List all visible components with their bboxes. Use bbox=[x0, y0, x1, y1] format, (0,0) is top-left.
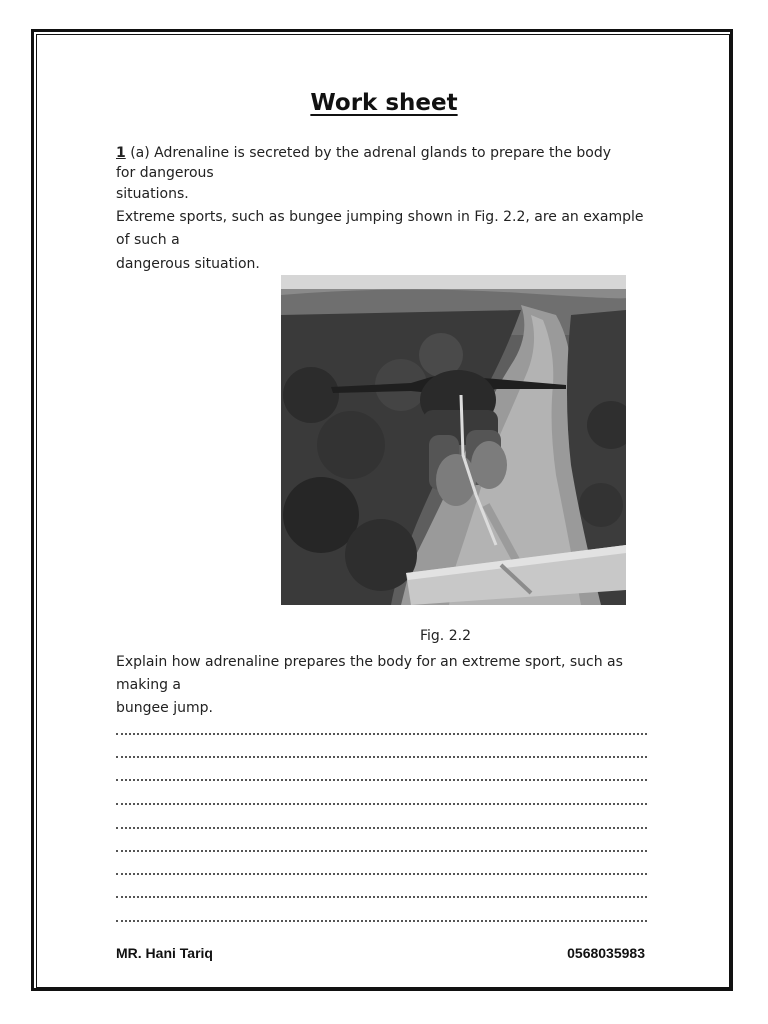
question-line-1 bbox=[116, 143, 656, 163]
answer-line[interactable] bbox=[116, 861, 647, 875]
question-line-4: Extreme sports, such as bungee jumping shown in Fig. 2.2, are an example bbox=[116, 209, 644, 225]
worksheet-title: Work sheet bbox=[310, 90, 458, 116]
answer-line[interactable] bbox=[116, 838, 647, 852]
prompt-line-1: Explain how adrenaline prepares the body for an extreme sport, such as bbox=[116, 654, 623, 670]
question-text-1: (a) Adrenaline is secreted by the adrenal glands to prepare the body bbox=[125, 145, 612, 161]
answer-line[interactable] bbox=[116, 744, 647, 758]
answer-line[interactable] bbox=[116, 721, 647, 735]
teacher-name: MR. Hani Tariq bbox=[116, 945, 213, 961]
answer-line[interactable] bbox=[116, 815, 647, 829]
prompt-line-3: bungee jump. bbox=[116, 700, 213, 716]
question-line-6: dangerous situation. bbox=[116, 256, 260, 272]
answer-line[interactable] bbox=[116, 791, 647, 805]
question-line-5: of such a bbox=[116, 232, 180, 248]
answer-line[interactable] bbox=[116, 767, 647, 781]
prompt-line-2: making a bbox=[116, 677, 182, 693]
phone-number: 0568035983 bbox=[567, 945, 645, 961]
question-line-2: for dangerous bbox=[116, 165, 214, 181]
answer-line[interactable] bbox=[116, 908, 647, 922]
question-number: 1 bbox=[116, 145, 126, 161]
bungee-jump-photo bbox=[281, 275, 626, 605]
figure-caption: Fig. 2.2 bbox=[420, 628, 471, 644]
answer-line[interactable] bbox=[116, 884, 647, 898]
question-line-3: situations. bbox=[116, 186, 189, 202]
